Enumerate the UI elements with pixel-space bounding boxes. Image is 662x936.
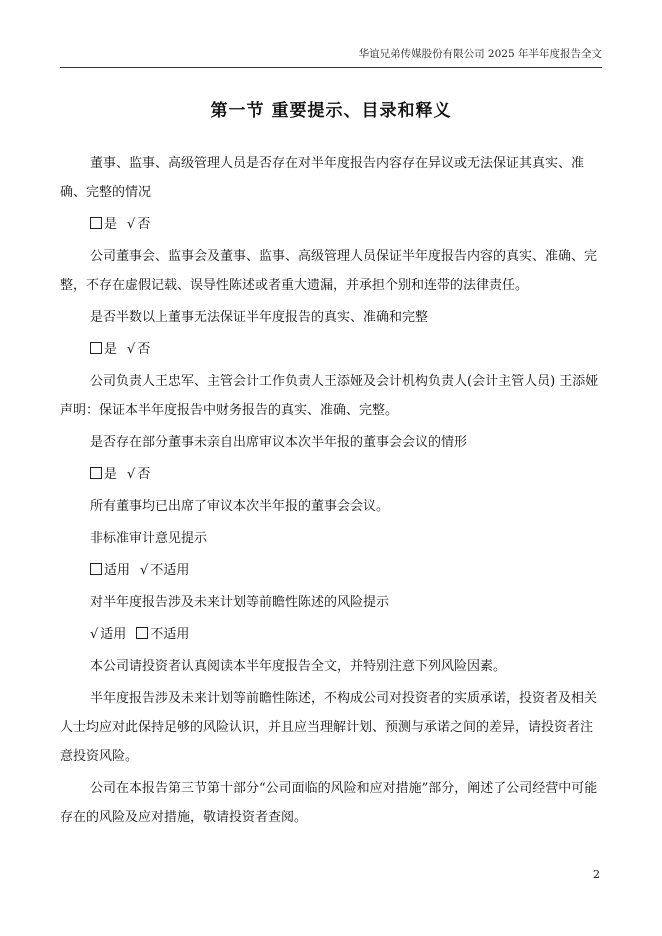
- question-line: 是否半数以上董事无法保证半年度报告的真实、准确和完整: [90, 310, 429, 325]
- checkbox-line: [60, 620, 602, 649]
- option-yes: 是: [104, 342, 118, 357]
- empty-checkbox-icon: [136, 627, 148, 639]
- document-body: [60, 149, 602, 835]
- paragraph: 所有董事均已出席了审议本次半年报的董事会会议。: [90, 499, 390, 514]
- paragraph: 公司董事会、监事会及董事、监事、高级管理人员保证半年度报告内容的真实、准确、完整，不存在虚假记载、误导性陈述或者重大遗漏，并承担个别和连带的法律责任。: [60, 249, 598, 293]
- option-not-applicable: 不适用: [150, 627, 190, 642]
- empty-checkbox-icon: [90, 467, 102, 479]
- option-no: 否: [137, 342, 151, 357]
- question-line: 非标准审计意见提示: [90, 531, 208, 546]
- page-number: 2: [593, 868, 600, 881]
- empty-checkbox-icon: [90, 563, 102, 575]
- option-no: 否: [137, 217, 151, 232]
- empty-checkbox-icon: [90, 217, 102, 229]
- check-mark-icon: √: [127, 467, 136, 482]
- paragraph: 公司在本报告第三节第十部分“公司面临的风险和应对措施”部分，阐述了公司经营中可能存在的风险及应对措施，敬请投资者查阅。: [60, 781, 598, 825]
- option-yes: 是: [104, 217, 118, 232]
- checkbox-line: [60, 460, 602, 489]
- option-applicable: 适用: [100, 627, 127, 642]
- paragraph: 本公司请投资者认真阅读本半年度报告全文，并特别注意下列风险因素。: [90, 659, 507, 674]
- paragraph: 公司负责人王忠军、主管会计工作负责人王添娅及会计机构负责人(会计主管人员) 王添娅声明：保证本半年度报告中财务报告的真实、准确、完整。: [60, 374, 599, 418]
- header-text: 华谊兄弟传媒股份有限公司 2025 年半年度报告全文: [358, 48, 602, 60]
- section-title: 第一节 重要提示、目录和释义: [210, 101, 452, 121]
- option-not-applicable: 不适用: [150, 563, 190, 578]
- page-header: [60, 46, 602, 68]
- paragraph: 半年度报告涉及未来计划等前瞻性陈述，不构成公司对投资者的实质承诺，投资者及相关人士均应对此保持足够的风险认识，并且应当理解计划、预测与承诺之间的差异，请投资者注意投资风险。: [60, 691, 598, 764]
- check-mark-icon: √: [127, 342, 136, 357]
- option-yes: 是: [104, 467, 118, 482]
- check-mark-icon: √: [140, 563, 149, 578]
- question-line: 是否存在部分董事未亲自出席审议本次半年报的董事会会议的情形: [90, 435, 468, 450]
- option-no: 否: [137, 467, 151, 482]
- option-applicable: 适用: [104, 563, 131, 578]
- checkbox-line: [60, 210, 602, 239]
- paragraph: 董事、监事、高级管理人员是否存在对半年度报告内容存在异议或无法保证其真实、准确、完整的情况: [60, 156, 585, 200]
- checkbox-line: [60, 335, 602, 364]
- question-line: 对半年度报告涉及未来计划等前瞻性陈述的风险提示: [90, 595, 390, 610]
- empty-checkbox-icon: [90, 342, 102, 354]
- check-mark-icon: √: [127, 217, 136, 232]
- checkbox-line: [60, 556, 602, 585]
- check-mark-icon: √: [90, 627, 99, 642]
